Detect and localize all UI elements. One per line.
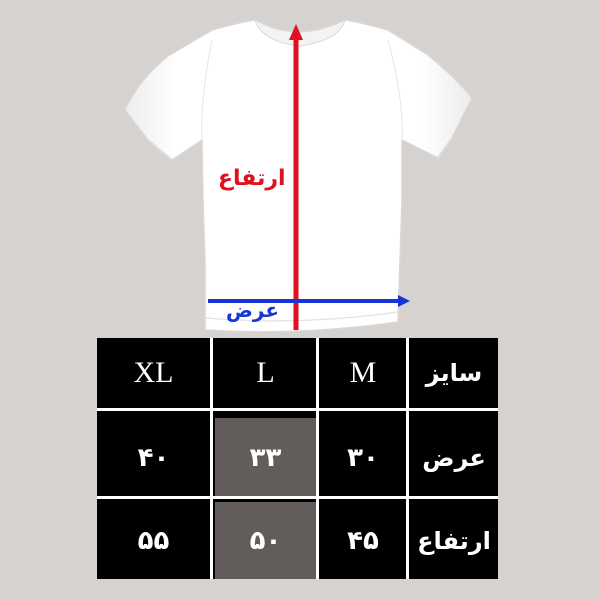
height-xl-cell: ۵۵ [137, 525, 170, 556]
width-m-cell: ۳۰ [347, 443, 379, 473]
table-divider [97, 496, 498, 499]
height-l-cell: ۵۰ [215, 502, 316, 579]
table-divider [316, 338, 319, 579]
width-l-cell: ۳۳ [215, 418, 316, 498]
height-row-label: ارتفاع [417, 526, 491, 555]
size-xl-header: XL [133, 356, 174, 389]
width-xl-cell: ۴۰ [137, 443, 170, 473]
table-divider [406, 338, 409, 579]
table-divider [97, 408, 498, 411]
width-row-label: عرض [422, 444, 486, 472]
size-m-header: M [349, 356, 377, 389]
size-l-header: L [256, 356, 275, 389]
width-arrow-head [398, 295, 410, 307]
height-label: ارتفاع [218, 166, 286, 191]
size-chart-table [97, 338, 498, 579]
height-m-cell: ۴۵ [347, 525, 379, 556]
size-header-label: سایز [425, 359, 483, 387]
table-divider [210, 338, 213, 579]
width-label: عرض [226, 298, 280, 322]
